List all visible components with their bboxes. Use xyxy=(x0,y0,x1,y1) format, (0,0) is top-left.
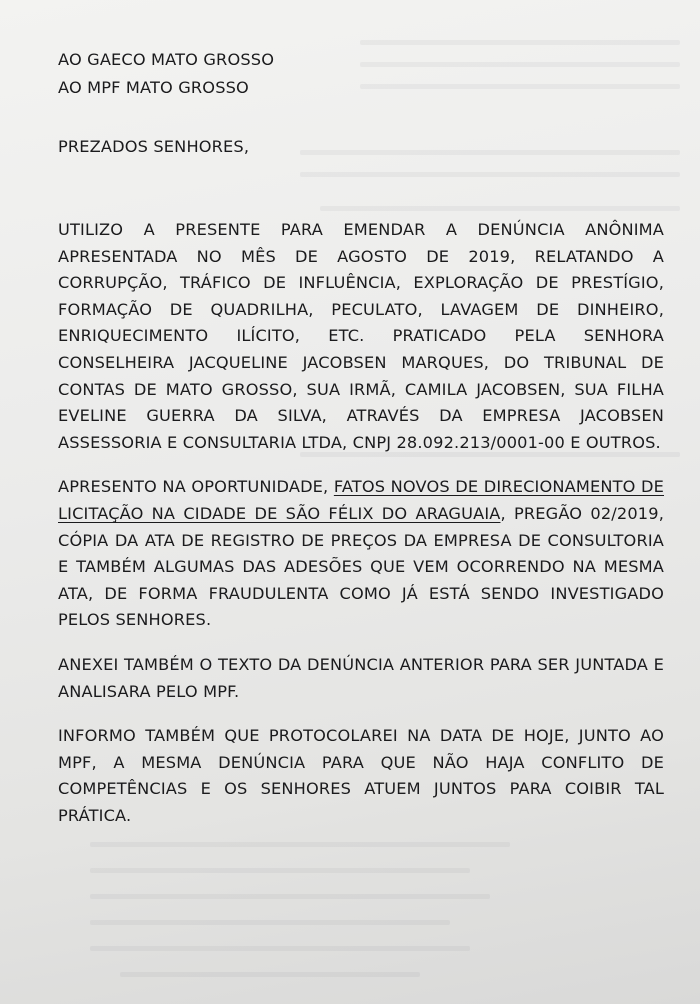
recipient-gaeco: AO GAECO MATO GROSSO xyxy=(58,50,275,69)
show-through-line xyxy=(90,946,470,951)
new-facts-intro: APRESENTO NA OPORTUNIDADE, xyxy=(58,477,334,497)
show-through-line xyxy=(90,920,450,925)
paragraph-new-facts xyxy=(58,474,664,634)
paragraph-protocol: INFORMO TAMBÉM QUE PROTOCOLAREI NA DATA DE HOJE, JUNTO AO MPF, A MESMA DENÚNCIA PARA QUE NÃO HAJA CONFLITO DE COMPETÊNCIAS E OS SENHORES ATUEM JUNTOS PARA COIBIR TAL PRÁTICA. xyxy=(58,726,664,825)
paragraph-annex: ANEXEI TAMBÉM O TEXTO DA DENÚNCIA ANTERIOR PARA SER JUNTADA E ANALISARA PELO MPF. xyxy=(58,654,664,701)
greeting: PREZADOS SENHORES, xyxy=(58,137,250,156)
new-facts-underlined: FATOS NOVOS DE DIRECIONAMENTO DE LICITAÇÃO NA CIDADE DE SÃO FÉLIX DO ARAGUAIA xyxy=(58,477,664,523)
recipient-mpf: AO MPF MATO GROSSO xyxy=(58,78,249,97)
new-facts-rest: , PREGÃO 02/2019, CÓPIA DA ATA DE REGISTRO DE PREÇOS DA EMPRESA DE CONSULTORIA E TAMBÉM ALGUMAS DAS ADESÕES QUE VEM OCORRENDO NA MESMA ATA, DE FORMA FRAUDULENTA COMO JÁ ESTÁ SENDO INVESTIGADO PELOS SENHORES. xyxy=(58,503,664,630)
show-through-line xyxy=(360,40,680,45)
letter-body xyxy=(58,46,664,829)
show-through-line xyxy=(90,894,490,899)
paragraph-amendment: UTILIZO A PRESENTE PARA EMENDAR A DENÚNCIA ANÔNIMA APRESENTADA NO MÊS DE AGOSTO DE 2019, RELATANDO A CORRUPÇÃO, TRÁFICO DE INFLUÊNCIA, EXPLORAÇÃO DE PRESTÍGIO, FORMAÇÃO DE QUADRILHA, PECULATO, LAVAGEM DE DINHEIRO, ENRIQUECIMENTO ILÍCITO, ETC. PRATICADO PELA SENHORA CONSELHEIRA JACQUELINE JACOBSEN MARQUES, DO TRIBUNAL DE CONTAS DE MATO GROSSO, SUA IRMÃ, CAMILA JACOBSEN, SUA FILHA EVELINE GUERRA DA SILVA, ATRAVÉS DA EMPRESA JACOBSEN ASSESSORIA E CONSULTARIA LTDA, CNPJ 28.092.213/0001-00 E OUTROS. xyxy=(58,220,664,452)
show-through-line xyxy=(90,842,510,847)
show-through-line xyxy=(90,868,470,873)
show-through-line xyxy=(120,972,420,977)
